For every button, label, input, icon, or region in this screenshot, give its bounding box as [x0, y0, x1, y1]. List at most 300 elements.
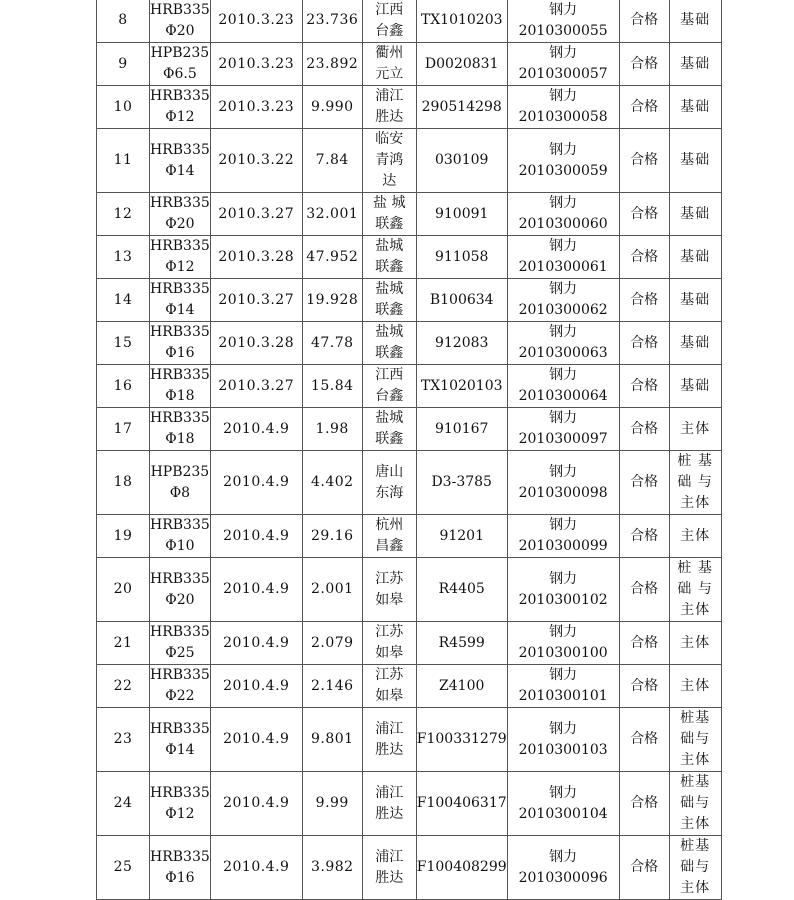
quantity-cell [302, 665, 362, 708]
origin-line: 浦江 [375, 720, 404, 737]
quantity-cell [302, 86, 362, 129]
arrival-date-cell [210, 451, 302, 515]
row-number-cell [97, 665, 150, 708]
quantity-text: 23.892 [306, 55, 359, 72]
usage-location-cell [669, 772, 721, 836]
result-text: 合格 [630, 334, 659, 351]
test-report-line: 钢力 [549, 45, 578, 61]
test-report-line: 2010300057 [518, 66, 608, 82]
certificate-number-text: D0020831 [424, 55, 499, 72]
usage-location-cell [669, 708, 721, 772]
material-grade-line: Φ25 [165, 645, 195, 661]
certificate-number-cell [416, 836, 507, 900]
certificate-number-text: 91201 [439, 527, 484, 544]
arrival-date-text: 2010.3.23 [218, 55, 295, 72]
origin-line: 胜达 [375, 109, 404, 125]
material-grade-line: HRB335 [150, 570, 210, 587]
test-report-line: 钢力 [549, 195, 578, 211]
certificate-number-text: R4599 [438, 634, 485, 651]
origin-cell [362, 43, 416, 86]
material-grade-cell [150, 836, 211, 900]
material-grade-line: HPB235 [150, 45, 210, 61]
row-number-cell [97, 129, 150, 193]
certificate-number-text: TX1020103 [420, 377, 503, 394]
quantity-cell [302, 451, 362, 515]
arrival-date-text: 2010.3.28 [218, 334, 295, 351]
material-grade-line: Φ18 [165, 431, 195, 447]
quantity-text: 23.736 [306, 12, 359, 28]
material-grade-line: HRB335 [150, 141, 210, 158]
row-number-text: 8 [118, 12, 128, 28]
material-grade-line: HRB335 [150, 624, 210, 640]
certificate-number-text: 911058 [434, 248, 489, 265]
result-text: 合格 [630, 12, 659, 28]
certificate-number-cell [416, 0, 507, 43]
usage-location-cell [669, 129, 721, 193]
origin-line: 盐城 [375, 281, 404, 297]
usage-location-cell [669, 451, 721, 515]
arrival-date-cell [210, 0, 302, 43]
material-grade-line: Φ14 [165, 302, 195, 318]
test-report-cell [507, 622, 619, 665]
quantity-text: 4.402 [310, 474, 354, 490]
arrival-date-cell [210, 193, 302, 236]
origin-line: 达 [382, 173, 397, 189]
table-row [97, 665, 722, 708]
quantity-cell [302, 279, 362, 322]
certificate-number-cell [416, 193, 507, 236]
certificate-number-cell [416, 129, 507, 193]
arrival-date-cell [210, 129, 302, 193]
certificate-number-cell [416, 665, 507, 708]
table-row [97, 836, 722, 900]
origin-cell [362, 322, 416, 365]
row-number-cell [97, 708, 150, 772]
test-report-line: 钢力 [549, 848, 578, 865]
arrival-date-text: 2010.3.27 [218, 377, 295, 394]
test-report-line: 钢力 [549, 463, 578, 480]
certificate-number-cell [416, 365, 507, 408]
quantity-cell [302, 236, 362, 279]
origin-cell [362, 86, 416, 129]
usage-location-line: 主体 [680, 602, 711, 618]
usage-location-line: 桩 基 [677, 453, 713, 469]
origin-line: 联鑫 [375, 259, 404, 275]
material-grade-cell [150, 43, 211, 86]
result-cell [619, 279, 669, 322]
material-grade-cell [150, 129, 211, 193]
result-cell [619, 236, 669, 279]
test-report-line: 2010300061 [518, 259, 608, 275]
usage-location-line: 主体 [680, 816, 711, 832]
table-row [97, 129, 722, 193]
result-cell [619, 322, 669, 365]
origin-line: 联鑫 [375, 216, 404, 232]
test-report-line: 2010300100 [518, 645, 608, 661]
quantity-text: 9.990 [310, 98, 354, 115]
quantity-text: 19.928 [306, 291, 359, 308]
table-row [97, 0, 722, 43]
quantity-cell [302, 0, 362, 43]
material-grade-line: Φ12 [165, 805, 195, 822]
usage-location-line: 础 与 [677, 581, 713, 597]
result-text: 合格 [630, 795, 659, 811]
certificate-number-text: R4405 [438, 581, 485, 597]
result-cell [619, 836, 669, 900]
origin-line: 浦江 [375, 848, 404, 865]
quantity-cell [302, 408, 362, 451]
table-row [97, 86, 722, 129]
row-number-text: 9 [118, 55, 128, 72]
certificate-number-cell [416, 279, 507, 322]
result-cell [619, 193, 669, 236]
certificate-number-text: TX1010203 [420, 12, 503, 28]
origin-line: 台鑫 [375, 22, 404, 39]
result-cell [619, 515, 669, 558]
row-number-cell [97, 322, 150, 365]
usage-location-line: 主体 [680, 495, 711, 511]
origin-line: 江苏 [375, 624, 404, 640]
arrival-date-text: 2010.3.23 [218, 98, 295, 115]
test-report-cell [507, 772, 619, 836]
usage-location-cell [669, 193, 721, 236]
arrival-date-text: 2010.3.28 [218, 248, 295, 265]
result-text: 合格 [630, 859, 659, 875]
origin-cell [362, 772, 416, 836]
test-report-line: 钢力 [549, 1, 578, 18]
origin-line: 江苏 [375, 667, 404, 683]
arrival-date-cell [210, 515, 302, 558]
row-number-cell [97, 365, 150, 408]
usage-location-cell [669, 279, 721, 322]
material-grade-line: HRB335 [150, 238, 210, 254]
arrival-date-text: 2010.3.23 [218, 12, 295, 28]
test-report-cell [507, 665, 619, 708]
row-number-text: 17 [113, 420, 133, 437]
test-report-cell [507, 558, 619, 622]
usage-location-line: 基础 [680, 334, 711, 351]
quantity-cell [302, 129, 362, 193]
usage-location-line: 基础 [680, 152, 711, 168]
material-grade-line: HRB335 [150, 195, 210, 211]
origin-cell [362, 129, 416, 193]
table-row [97, 365, 722, 408]
usage-location-line: 主体 [680, 634, 711, 651]
quantity-text: 2.001 [310, 581, 354, 597]
result-cell [619, 558, 669, 622]
table-row [97, 451, 722, 515]
origin-line: 胜达 [375, 805, 404, 822]
origin-line: 江苏 [375, 570, 404, 587]
material-grade-line: Φ16 [165, 345, 195, 361]
result-text: 合格 [630, 291, 659, 308]
usage-location-line: 基础 [680, 98, 711, 115]
row-number-text: 14 [113, 291, 133, 308]
result-text: 合格 [630, 248, 659, 265]
material-grade-line: Φ6.5 [163, 66, 197, 82]
arrival-date-cell [210, 558, 302, 622]
certificate-number-cell [416, 772, 507, 836]
usage-location-line: 主体 [680, 752, 711, 768]
row-number-text: 23 [113, 731, 133, 747]
table-row [97, 43, 722, 86]
quantity-text: 47.78 [310, 334, 354, 351]
origin-cell [362, 451, 416, 515]
material-grade-cell [150, 772, 211, 836]
test-report-line: 2010300062 [518, 302, 608, 318]
origin-line: 衢州 [375, 45, 404, 61]
material-grade-cell [150, 558, 211, 622]
quantity-cell [302, 708, 362, 772]
test-report-line: 2010300059 [518, 162, 608, 179]
row-number-cell [97, 836, 150, 900]
usage-location-line: 主体 [680, 880, 711, 896]
table-row [97, 279, 722, 322]
origin-line: 胜达 [375, 741, 404, 758]
test-report-cell [507, 129, 619, 193]
result-text: 合格 [630, 55, 659, 72]
quantity-text: 29.16 [310, 527, 354, 544]
certificate-number-cell [416, 408, 507, 451]
test-report-line: 钢力 [549, 367, 578, 383]
row-number-cell [97, 193, 150, 236]
material-grade-line: HRB335 [150, 848, 210, 865]
certificate-number-cell [416, 708, 507, 772]
result-cell [619, 451, 669, 515]
origin-line: 联鑫 [375, 431, 404, 447]
quantity-text: 3.982 [310, 859, 354, 875]
test-report-line: 2010300104 [518, 805, 608, 822]
test-report-line: 钢力 [549, 624, 578, 640]
test-report-line: 钢力 [549, 517, 578, 533]
table-row [97, 558, 722, 622]
origin-line: 台鑫 [375, 388, 404, 404]
certificate-number-cell [416, 322, 507, 365]
test-report-line: 钢力 [549, 324, 578, 340]
origin-line: 胜达 [375, 869, 404, 886]
table-row [97, 193, 722, 236]
arrival-date-cell [210, 622, 302, 665]
usage-location-cell [669, 365, 721, 408]
quantity-text: 2.146 [310, 677, 354, 694]
certificate-number-cell [416, 451, 507, 515]
arrival-date-text: 2010.4.9 [223, 795, 290, 811]
certificate-number-text: F100406317 [416, 795, 507, 811]
material-grade-cell [150, 451, 211, 515]
certificate-number-cell [416, 558, 507, 622]
result-cell [619, 129, 669, 193]
arrival-date-text: 2010.4.9 [223, 731, 290, 747]
result-cell [619, 43, 669, 86]
test-report-line: 钢力 [549, 88, 578, 104]
quantity-cell [302, 836, 362, 900]
test-report-line: 钢力 [549, 784, 578, 801]
row-number-text: 15 [113, 334, 133, 351]
result-text: 合格 [630, 731, 659, 747]
usage-location-line: 础与 [680, 731, 711, 747]
arrival-date-text: 2010.3.27 [218, 291, 295, 308]
arrival-date-text: 2010.4.9 [223, 581, 290, 597]
origin-line: 盐城 [375, 324, 404, 340]
row-number-text: 25 [113, 859, 133, 875]
test-report-line: 2010300064 [518, 388, 608, 404]
origin-line: 如皋 [375, 688, 404, 704]
material-grade-line: HRB335 [150, 324, 210, 340]
row-number-cell [97, 236, 150, 279]
rebar-inspection-table [96, 0, 722, 900]
origin-line: 东海 [375, 484, 404, 501]
test-report-line: 钢力 [549, 410, 578, 426]
usage-location-line: 础 与 [677, 474, 713, 490]
test-report-cell [507, 0, 619, 43]
usage-location-line: 础与 [680, 795, 711, 811]
material-grade-line: HRB335 [150, 281, 210, 297]
result-text: 合格 [630, 474, 659, 490]
row-number-text: 10 [113, 98, 133, 115]
quantity-cell [302, 515, 362, 558]
certificate-number-text: 290514298 [421, 98, 502, 115]
test-report-line: 2010300098 [518, 484, 608, 501]
result-text: 合格 [630, 205, 659, 222]
result-text: 合格 [630, 98, 659, 115]
usage-location-line: 主体 [680, 677, 711, 694]
test-report-cell [507, 365, 619, 408]
material-grade-cell [150, 0, 211, 43]
arrival-date-cell [210, 365, 302, 408]
certificate-number-text: 030109 [434, 152, 489, 168]
usage-location-line: 桩基 [680, 710, 711, 726]
certificate-number-text: 910167 [434, 420, 489, 437]
row-number-cell [97, 451, 150, 515]
material-grade-line: Φ12 [165, 109, 195, 125]
quantity-text: 15.84 [310, 377, 354, 394]
material-grade-line: Φ10 [165, 538, 195, 554]
origin-line: 盐城 [375, 238, 404, 254]
table-row [97, 622, 722, 665]
material-grade-line: HRB335 [150, 88, 210, 104]
test-report-cell [507, 515, 619, 558]
material-grade-line: Φ20 [165, 591, 195, 608]
quantity-cell [302, 622, 362, 665]
origin-cell [362, 622, 416, 665]
usage-location-cell [669, 43, 721, 86]
usage-location-line: 基础 [680, 291, 711, 308]
origin-line: 杭州 [375, 517, 404, 533]
material-grade-line: Φ20 [165, 22, 195, 39]
material-grade-cell [150, 622, 211, 665]
test-report-line: 钢力 [549, 281, 578, 297]
usage-location-cell [669, 322, 721, 365]
test-report-line: 2010300058 [518, 109, 608, 125]
test-report-line: 钢力 [549, 720, 578, 737]
test-report-line: 2010300096 [518, 869, 608, 886]
material-grade-line: HRB335 [150, 367, 210, 383]
usage-location-line: 基础 [680, 248, 711, 265]
material-grade-line: Φ18 [165, 388, 195, 404]
usage-location-line: 基础 [680, 12, 711, 28]
quantity-text: 47.952 [306, 248, 359, 265]
table-row [97, 515, 722, 558]
origin-line: 盐城 [375, 410, 404, 426]
row-number-cell [97, 558, 150, 622]
usage-location-line: 础与 [680, 859, 711, 875]
material-grade-line: Φ14 [165, 162, 195, 179]
row-number-cell [97, 279, 150, 322]
usage-location-cell [669, 236, 721, 279]
material-grade-cell [150, 408, 211, 451]
material-grade-line: HPB235 [150, 463, 210, 480]
result-text: 合格 [630, 152, 659, 168]
material-grade-line: HRB335 [150, 667, 210, 683]
test-report-line: 2010300102 [518, 591, 608, 608]
row-number-text: 21 [113, 634, 133, 651]
test-report-line: 钢力 [549, 141, 578, 158]
row-number-cell [97, 772, 150, 836]
quantity-text: 9.801 [310, 731, 354, 747]
test-report-cell [507, 43, 619, 86]
quantity-text: 32.001 [306, 205, 359, 222]
arrival-date-cell [210, 772, 302, 836]
row-number-cell [97, 622, 150, 665]
test-report-line: 2010300099 [518, 538, 608, 554]
origin-cell [362, 665, 416, 708]
usage-location-cell [669, 408, 721, 451]
result-text: 合格 [630, 527, 659, 544]
origin-line: 盐 城 [373, 195, 406, 211]
arrival-date-cell [210, 322, 302, 365]
row-number-text: 11 [113, 152, 133, 168]
origin-cell [362, 193, 416, 236]
origin-line: 临安 [375, 131, 404, 147]
arrival-date-cell [210, 665, 302, 708]
quantity-cell [302, 193, 362, 236]
test-report-cell [507, 708, 619, 772]
material-grade-line: Φ20 [165, 216, 195, 232]
row-number-cell [97, 408, 150, 451]
origin-cell [362, 408, 416, 451]
test-report-cell [507, 322, 619, 365]
arrival-date-cell [210, 43, 302, 86]
test-report-line: 2010300103 [518, 741, 608, 758]
table-row [97, 236, 722, 279]
material-grade-cell [150, 708, 211, 772]
usage-location-line: 桩基 [680, 774, 711, 790]
certificate-number-text: B100634 [429, 291, 494, 308]
result-cell [619, 408, 669, 451]
certificate-number-text: F100331279 [416, 731, 507, 747]
test-report-line: 2010300055 [518, 22, 608, 39]
table-row [97, 772, 722, 836]
test-report-line: 2010300097 [518, 431, 608, 447]
result-cell [619, 708, 669, 772]
arrival-date-text: 2010.4.9 [223, 474, 290, 490]
origin-cell [362, 708, 416, 772]
certificate-number-text: F100408299 [416, 859, 507, 875]
origin-cell [362, 365, 416, 408]
usage-location-line: 基础 [680, 55, 711, 72]
arrival-date-text: 2010.3.22 [218, 152, 295, 168]
material-grade-line: HRB335 [150, 784, 210, 801]
material-grade-cell [150, 193, 211, 236]
result-cell [619, 86, 669, 129]
origin-line: 元立 [375, 66, 404, 82]
certificate-number-text: D3-3785 [431, 474, 492, 490]
quantity-text: 2.079 [310, 634, 354, 651]
material-grade-line: HRB335 [150, 720, 210, 737]
quantity-cell [302, 43, 362, 86]
result-text: 合格 [630, 377, 659, 394]
result-cell [619, 0, 669, 43]
